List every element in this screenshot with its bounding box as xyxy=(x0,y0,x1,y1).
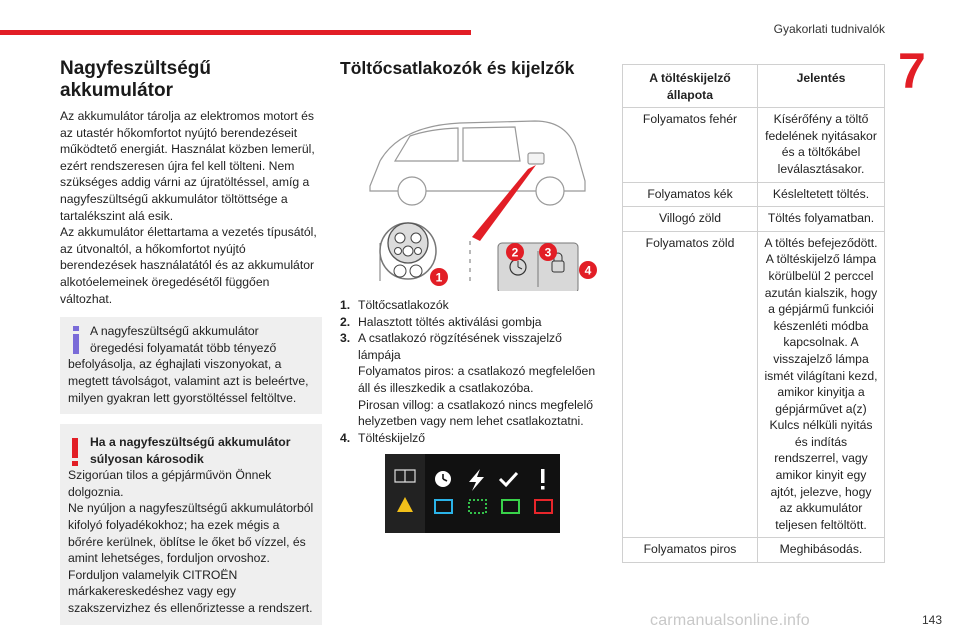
page-number: 143 xyxy=(921,613,942,627)
connectors-title: Töltőcsatlakozók és kijelzők xyxy=(340,58,575,78)
table-row: Villogó zöld Töltés folyamatban. xyxy=(623,207,885,232)
table-header-row xyxy=(623,65,885,108)
status-square-blue xyxy=(435,500,452,513)
svg-text:i: i xyxy=(404,472,406,482)
warning-line-1: Szigorúan tilos a gépjárművön Önnek dolgoznia. xyxy=(68,468,272,499)
charging-port-diagram xyxy=(340,91,605,291)
watermark: carmanualsonline.info xyxy=(650,612,810,629)
charging-port-illustration xyxy=(340,91,605,291)
info-box-line-2: öregedési folyamatát több tényező xyxy=(90,340,277,355)
charge-status-table xyxy=(622,64,885,563)
callout-3-text: 3 xyxy=(544,245,552,260)
list-item: 1. Töltőcsatlakozók xyxy=(340,298,449,312)
hv-battery-paragraph-1: Az akkumulátor tárolja az elektromos motort és az utastér hőkomfortot nyújtó berendezéseit működtető energiát. Használat közben lemerül, ezért rendszeresen újra fel kell tölteni. Nem szükséges addig várni az újratöltéssel, amíg a nagyfeszültségű akkumulátor töltöttsége a tartalékszint alá esik. xyxy=(60,109,315,223)
callout-3 xyxy=(539,243,557,261)
callout-4-text: 4 xyxy=(584,263,592,278)
table-row: Folyamatos zöld A töltés befejeződött. A töltéskijelző lámpa körülbelül 2 perccel azután kialszik, hogy a gépjármű funkciói készenléti módba kapcsolnak. A visszajelző lámpa ismét világítani kezd, amikor kinyitja a gépjárművet a(z) Kulcs nélküli nyitás és indítás rendszerrel, vagy amikor kinyit egy ajtót, jelezve, hogy az akkumulátor teljesen feltöltött. xyxy=(623,231,885,538)
info-icon xyxy=(73,326,79,354)
header-accent-bar xyxy=(0,30,471,35)
connectors-section xyxy=(340,58,605,446)
info-box xyxy=(60,317,322,414)
table-row: Folyamatos piros Meghibásodás. xyxy=(623,538,885,563)
connector-legend-list xyxy=(340,297,605,446)
callout-2 xyxy=(506,243,524,261)
status-square-green-dotted xyxy=(469,500,486,513)
exclamation-icon xyxy=(541,469,545,490)
callout-1-text: 1 xyxy=(435,270,443,285)
car-outline-icon xyxy=(370,121,585,205)
hv-battery-section xyxy=(60,58,322,625)
pointer-arrow xyxy=(472,165,536,241)
hv-battery-title: Nagyfeszültségű akkumulátor xyxy=(60,58,211,101)
info-box-line-1: A nagyfeszültségű akkumulátor xyxy=(90,324,259,339)
table-row: Folyamatos fehér Kísérőfény a töltő fedelének nyitásakor és a töltőkábel leválasztásakor. xyxy=(623,108,885,182)
list-item: 4. Töltéskijelző xyxy=(340,430,426,445)
lightning-icon xyxy=(469,469,484,491)
hv-battery-paragraph-2: Az akkumulátor élettartama a vezetés típusától, az útvonaltól, a hőkomfortot nyújtó berendezések használatától és az akkumulátor alkotóelemeinek öregedésétől függően változhat. xyxy=(60,225,317,306)
column-header-status: A töltéskijelző állapota xyxy=(623,65,758,108)
status-square-red xyxy=(535,500,552,513)
table-row: Folyamatos kék Késleltetett töltés. xyxy=(623,182,885,207)
charging-socket-icon xyxy=(380,223,436,281)
callout-1 xyxy=(430,268,448,286)
charge-indicator-display xyxy=(385,454,560,533)
chapter-number: 7 xyxy=(898,43,926,99)
list-item: 3. A csatlakozó rögzítésének visszajelző lámpája Folyamatos piros: a csatlakozó megfelelően áll és illeszkedik a csatlakozóba. Pirosan villog: a csatlakozó nincs megfelelő helyzetben vagy nem lehet csatlakoztatni. xyxy=(340,331,596,429)
clock-icon xyxy=(435,471,451,487)
callout-4 xyxy=(579,261,597,279)
warning-title: Ha a nagyfeszültségű akkumulátor súlyosan károsodik xyxy=(90,435,291,466)
warning-box xyxy=(60,424,322,625)
callout-2-text: 2 xyxy=(511,245,519,260)
section-title: Gyakorlati tudnivalók xyxy=(773,22,885,36)
warning-line-2: Ne nyúljon a nagyfeszültségű akkumulátorból kifolyó folyadékokhoz; ha ezek mégis a bőrére kerülnek, öblítse le őket bő vízzel, és amint lehetséges, forduljon orvoshoz. xyxy=(68,501,314,566)
list-item: 2. Halasztott töltés aktiválási gombja xyxy=(340,314,542,329)
info-box-text: befolyásolja, az éghajlati viszonyokat, a megtett távolságot, valamint azt is beleértve, milyen gyakran lett gyorstöltéssel feltöltve. xyxy=(68,357,309,405)
check-icon xyxy=(500,473,517,485)
warning-icon xyxy=(72,438,78,468)
column-header-meaning: Jelentés xyxy=(758,65,885,108)
warning-line-3: Forduljon valamelyik CITROËN márkakereskedéshez vagy egy szakszervizhez és ellenőriztesse a rendszert. xyxy=(68,567,313,616)
status-square-green xyxy=(502,500,519,513)
